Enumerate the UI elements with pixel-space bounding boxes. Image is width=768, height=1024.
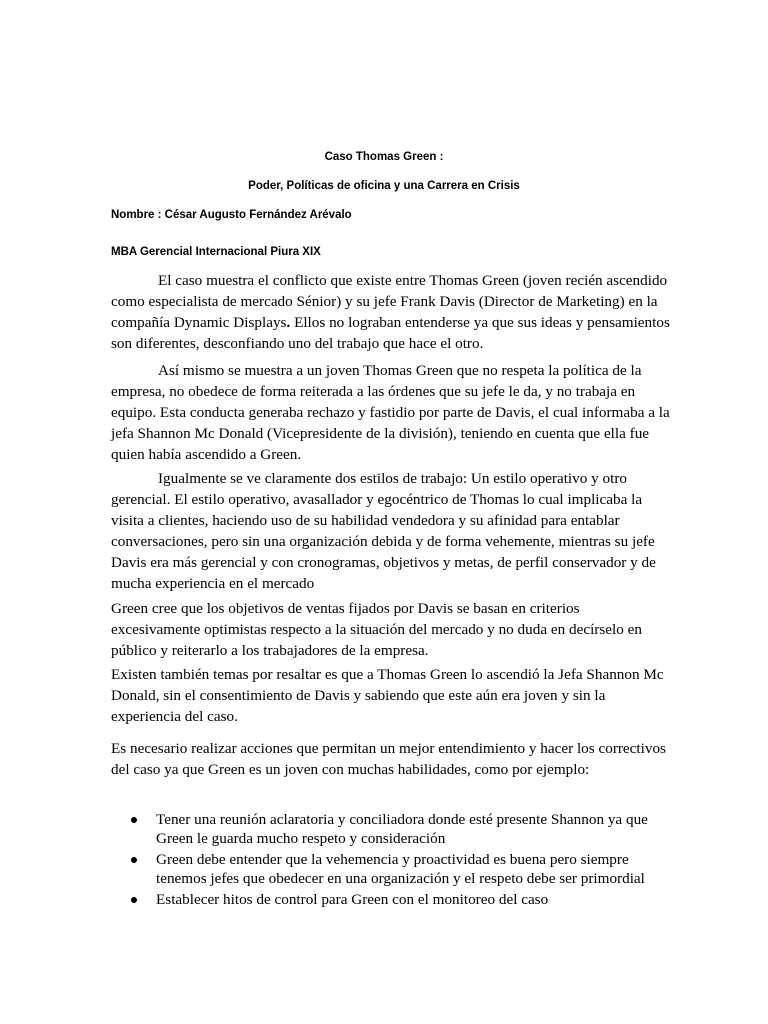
paragraph-1-bold-period: .: [286, 314, 291, 331]
paragraph-4: Green cree que los objetivos de ventas fijados por Davis se basan en criterios excesivamente optimistas respecto a la situación del mercado y no duda en decírselo en público y reiterarlo a los trabajadores de la empresa.: [111, 600, 642, 659]
program-line: MBA Gerencial Internacional Piura XIX: [111, 246, 321, 258]
author-line: Nombre : César Augusto Fernández Arévalo: [111, 209, 352, 221]
paragraph-6: Es necesario realizar acciones que permitan un mejor entendimiento y hacer los correctivos del caso ya que Green es un joven con muchas habilidades, como por ejemplo:: [111, 740, 666, 778]
bullet-text: Establecer hitos de control para Green con el monitoreo del caso: [156, 891, 549, 908]
document-title: Caso Thomas Green :: [324, 151, 444, 163]
paragraph-2: Así mismo se muestra a un joven Thomas Green que no respeta la política de la empresa, no obedece de forma reiterada a las órdenes que su jefe le da, y no trabaja en equipo. Esta conducta generaba rechazo y fastidio por parte de Davis, el cual informaba a la jefa Shannon Mc Donald (Vicepresidente de la división), teniendo en cuenta que ella fue quien había ascendido a Green.: [111, 362, 670, 463]
paragraph-1-text: El caso muestra el conflicto que existe entre Thomas Green (joven recién ascendido como especialista de mercado Sénior) y su jefe Frank Davis (Director de Marketing) en la compañía Dynamic Displays: [111, 272, 668, 331]
bullet-list: [111, 810, 671, 911]
list-item: [111, 810, 671, 848]
paragraph-5: Existen también temas por resaltar es que a Thomas Green lo ascendió la Jefa Shannon Mc Donald, sin el consentimiento de Davis y sabiendo que este aún era joven y sin la experiencia del caso.: [111, 666, 664, 725]
document-subtitle: Poder, Políticas de oficina y una Carrera en Crisis: [248, 180, 520, 192]
paragraph-3: Igualmente se ve claramente dos estilos de trabajo: Un estilo operativo y otro gerencial. El estilo operativo, avasallador y egocéntrico de Thomas lo cual implicaba la visita a clientes, haciendo uso de su habilidad vendedora y su afinidad para entablar conversaciones, pero sin una organización debida y de forma vehemente, mientras su jefe Davis era más gerencial y con cronogramas, objetivos y metas, de perfil conservador y de mucha experiencia en el mercado: [111, 470, 656, 592]
bullet-text: Tener una reunión aclaratoria y conciliadora donde esté presente Shannon ya que Green le guarda mucho respeto y consideración: [156, 811, 648, 847]
bullet-icon: [131, 897, 137, 903]
bullet-icon: [131, 857, 137, 863]
bullet-text: Green debe entender que la vehemencia y proactividad es buena pero siempre tenemos jefes que obedecer en una organización y el respeto debe ser primordial: [156, 851, 645, 887]
list-item: [111, 850, 671, 888]
bullet-icon: [131, 817, 137, 823]
paragraph-1: [111, 270, 671, 354]
list-item: [111, 890, 671, 909]
paragraph-1-text-end: Ellos no lograban entenderse ya que sus ideas y pensamientos son diferentes, desconfiando uno del trabajo que hace el otro.: [111, 314, 670, 352]
